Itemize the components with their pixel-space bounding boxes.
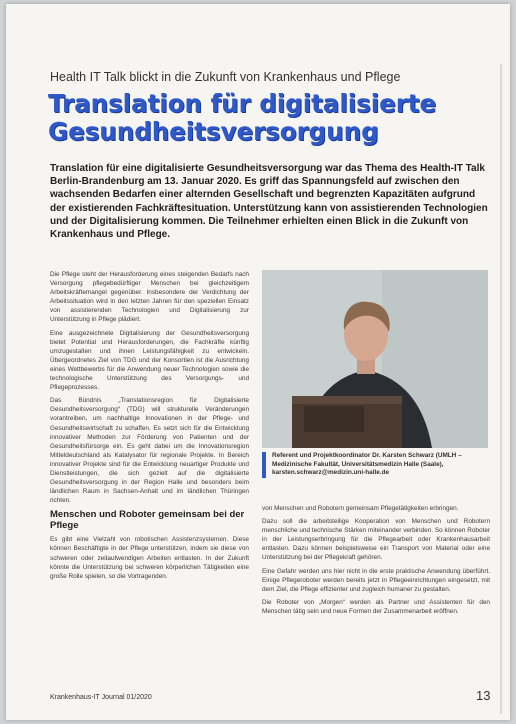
body-paragraph: Dazu soll die arbeitsteilige Kooperation von Menschen und Robotern menschliche und technische Stärken miteinander verbinden. So können Roboter in der Leistungserbringung für die Pflegearbeit oder Krankenhausarbeit entlasten. Dazu können beispielsweise ein Transport von Material oder eine Unterstützung bei der Pflegekraft gehören.	[262, 518, 490, 562]
body-paragraph: von Menschen und Robotern gemeinsam Pflegetätigkeiten erbringen.	[262, 505, 459, 512]
right-column	[262, 504, 490, 620]
body-paragraph: Eine ausgezeichnete Digitalisierung der Gesundheitsversorgung bietet Potential und Herausforderungen, die Fachkräfte künftig umzugestalten und ihnen Leistungsfähigkeit zu entwickeln. Übergeordnetes Ziel von TDG und der Konsortien ist die Ausrichtung eines Wettbewerbs für die Anwendung neuer Technologien sowie die technologische Unterstützung des Versorgungs- und Pflegeprozesses.	[50, 329, 249, 392]
photo-caption	[262, 452, 488, 478]
article-kicker: Health IT Talk blickt in die Zukunft von Krankenhaus und Pflege	[50, 70, 401, 84]
section-subhead: Menschen und Roboter gemeinsam bei der Pflege	[50, 509, 245, 532]
body-paragraph: Die Roboter von „Morgen“ werden als Partner und Assistenten für den Menschen tätig sein und neue Formen der Zusammenarbeit eröffnen.	[262, 598, 490, 615]
body-paragraph: Das Bündnis „Translationsregion für Digitalisierte Gesundheitsversorgung“ (TDG) will strukturelle Veränderungen vorantreiben, um nachhaltige Innovationen in der Pflege- und Gesundheitswirtschaft zu schaffen. Es setzt sich für die Entwicklung innovativer Methoden zur Förderung von Patienten und der Gesundheitsfürsorge ein. Es geht dabei um die Innovationsregion Mitteldeutschland als Katalysator für regionale Projekte. In Bereich innovativer Projekte sind für die Entwicklung neuartiger Produkte und Dienstleistungen, die sich gezielt auf die digitalisierte Gesundheitsversorgung in der Region Halle und besonders beim ländlichen Raum in Sachsen-Anhalt und im ländlichen Thüringen richten.	[50, 397, 249, 505]
caption-text: Referent und Projektkoordinator Dr. Karsten Schwarz (UMLH – Medizinische Fakultät, Universitätsmedizin Halle (Saale), karsten.schwarz@medizin.uni-halle.de	[272, 452, 462, 477]
body-paragraph: Es gibt eine Vielzahl von robotischen Assistenzsystemen. Diese können Beschäftigte in der Pflege unterstützen, indem sie diese von schweren oder zeitaufwendigen Arbeiten entlasten. In der Zukunft könnte die Unterstützung bei schweren körperlichen Tätigkeiten eine große Rolle spielen, so die Vortragenden.	[50, 536, 249, 580]
article-title: Translation für digitalisierte Gesundheitsversorgung	[48, 89, 437, 146]
article-lead: Translation für eine digitalisierte Gesundheitsversorgung war das Thema des Health-IT Talk Berlin-Brandenburg am 13. Januar 2020. Es griff das Spannungsfeld auf zwischen den wachsenden Bedarfen einer alternden Gesellschaft und begrenzten Kapazitäten aufgrund der existierenden Fachkräftesituation. Unterstützung kann von assistierenden Technologien und der Digitalisierung kommen. Die Teilnehmer erhielten einen Blick in die Zukunft von Krankenhaus und Pflege.	[50, 163, 488, 241]
body-paragraph: Eine Gefahr werden uns hier nicht in die erste praktische Anwendung überführt. Einige Pflegeroboter werden bereits jetzt in Pflegeeinrichtungen eingesetzt, mit dem Ziel, die Pflege effizienter und zugleich humaner zu gestalten.	[262, 567, 490, 593]
caption-accent-bar	[262, 452, 266, 478]
page-number: 13	[476, 688, 491, 703]
journal-footer: Krankenhaus-IT Journal 01/2020	[50, 694, 152, 701]
page-edge-rule	[500, 64, 502, 714]
speaker-photo	[262, 270, 488, 448]
left-column	[50, 270, 249, 585]
body-paragraph: Die Pflege steht der Herausforderung eines steigenden Bedarfs nach Versorgung pflegebedürftiger Menschen bei gleichzeitigem Arbeitskräftemangel gegenüber. Insbesondere der Verdichtung der Arbeitssituation wird in den letzten Jahren für den speziellen Einsatz von assistierenden Technologien und Digitalisierung zur Unterstützung in Pflege plädiert.	[50, 271, 249, 324]
magazine-page	[6, 4, 510, 720]
